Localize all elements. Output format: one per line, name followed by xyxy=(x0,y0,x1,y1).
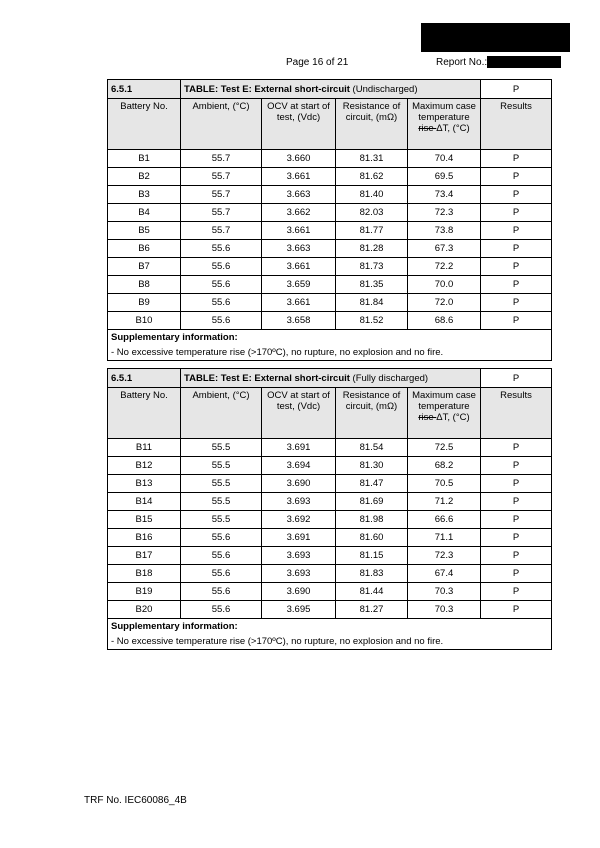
cell-max-temp: 73.4 xyxy=(408,186,481,204)
cell-ambient: 55.6 xyxy=(181,583,262,601)
cell-battery-no: B7 xyxy=(108,258,181,276)
cell-ambient: 55.5 xyxy=(181,475,262,493)
cell-ocv: 3.690 xyxy=(262,475,336,493)
col-max-temp xyxy=(408,388,481,439)
cell-resistance: 81.40 xyxy=(336,186,408,204)
cell-battery-no: B13 xyxy=(108,475,181,493)
cell-battery-no: B18 xyxy=(108,565,181,583)
col-ambient-label: Ambient, (°C) xyxy=(192,390,250,401)
delta-t-label: ΔT, (°C) xyxy=(436,123,470,134)
section-number: 6.5.1 xyxy=(108,80,181,99)
column-header-row xyxy=(108,388,552,439)
table-row xyxy=(108,457,552,475)
table-row xyxy=(108,276,552,294)
cell-resistance: 81.31 xyxy=(336,150,408,168)
col-max-temp xyxy=(408,99,481,150)
cell-max-temp: 72.3 xyxy=(408,204,481,222)
cell-results: P xyxy=(481,565,552,583)
cell-max-temp: 70.3 xyxy=(408,601,481,619)
col-battery-no xyxy=(108,388,181,439)
section-number: 6.5.1 xyxy=(108,369,181,388)
cell-results: P xyxy=(481,204,552,222)
cell-ocv: 3.691 xyxy=(262,529,336,547)
supplementary-text: - No excessive temperature rise (>170ºC), no rupture, no explosion and no fire. xyxy=(108,345,552,361)
cell-ocv: 3.662 xyxy=(262,204,336,222)
cell-ocv: 3.693 xyxy=(262,547,336,565)
cell-ocv: 3.692 xyxy=(262,511,336,529)
col-resistance xyxy=(336,99,408,150)
cell-resistance: 81.77 xyxy=(336,222,408,240)
col-ambient xyxy=(181,99,262,150)
cell-resistance: 81.30 xyxy=(336,457,408,475)
cell-results: P xyxy=(481,150,552,168)
cell-ocv: 3.691 xyxy=(262,439,336,457)
col-resistance xyxy=(336,388,408,439)
test-table-fully-discharged xyxy=(107,368,552,650)
cell-battery-no: B12 xyxy=(108,457,181,475)
cell-max-temp: 68.6 xyxy=(408,312,481,330)
cell-max-temp: 72.0 xyxy=(408,294,481,312)
cell-ambient: 55.6 xyxy=(181,565,262,583)
supplementary-text: - No excessive temperature rise (>170ºC), no rupture, no explosion and no fire. xyxy=(108,634,552,650)
cell-ambient: 55.6 xyxy=(181,294,262,312)
table-row xyxy=(108,439,552,457)
cell-max-temp: 67.4 xyxy=(408,565,481,583)
cell-resistance: 81.60 xyxy=(336,529,408,547)
cell-results: P xyxy=(481,240,552,258)
table-row xyxy=(108,240,552,258)
cell-results: P xyxy=(481,529,552,547)
col-battery-no-label: Battery No. xyxy=(120,390,168,401)
struck-word: rise xyxy=(418,123,437,134)
cell-ambient: 55.6 xyxy=(181,547,262,565)
cell-max-temp: 70.0 xyxy=(408,276,481,294)
cell-battery-no: B16 xyxy=(108,529,181,547)
cell-results: P xyxy=(481,186,552,204)
cell-ocv: 3.659 xyxy=(262,276,336,294)
supplementary-label: Supplementary information: xyxy=(108,619,552,635)
col-resistance-label: Resistance of circuit, (mΩ) xyxy=(342,390,401,412)
cell-results: P xyxy=(481,475,552,493)
cell-resistance: 81.52 xyxy=(336,312,408,330)
table-row xyxy=(108,222,552,240)
cell-ocv: 3.694 xyxy=(262,457,336,475)
table-header-row xyxy=(108,369,552,388)
cell-resistance: 81.73 xyxy=(336,258,408,276)
table-title-bold: TABLE: Test E: External short-circuit xyxy=(184,83,350,95)
cell-resistance: 81.35 xyxy=(336,276,408,294)
table-header-row xyxy=(108,80,552,99)
column-header-row xyxy=(108,99,552,150)
table-title-condition: (Undischarged) xyxy=(349,83,418,95)
cell-ambient: 55.7 xyxy=(181,204,262,222)
table-row xyxy=(108,583,552,601)
cell-results: P xyxy=(481,601,552,619)
cell-results: P xyxy=(481,457,552,475)
table-title-condition: (Fully discharged) xyxy=(349,372,429,384)
cell-resistance: 81.28 xyxy=(336,240,408,258)
cell-resistance: 81.15 xyxy=(336,547,408,565)
cell-ocv: 3.661 xyxy=(262,168,336,186)
cell-battery-no: B2 xyxy=(108,168,181,186)
cell-resistance: 81.44 xyxy=(336,583,408,601)
col-ocv-label: OCV at start of test, (Vdc) xyxy=(267,101,330,123)
cell-max-temp: 71.2 xyxy=(408,493,481,511)
cell-battery-no: B19 xyxy=(108,583,181,601)
cell-battery-no: B11 xyxy=(108,439,181,457)
cell-battery-no: B8 xyxy=(108,276,181,294)
cell-ocv: 3.661 xyxy=(262,258,336,276)
supplementary-text-row xyxy=(108,634,552,650)
col-ocv-label: OCV at start of test, (Vdc) xyxy=(267,390,330,412)
trf-footer: TRF No. IEC60086_4B xyxy=(84,795,187,806)
supplementary-label-row xyxy=(108,330,552,346)
table-row xyxy=(108,529,552,547)
cell-ambient: 55.5 xyxy=(181,439,262,457)
cell-results: P xyxy=(481,258,552,276)
cell-max-temp: 73.8 xyxy=(408,222,481,240)
table-title xyxy=(181,369,481,388)
cell-battery-no: B10 xyxy=(108,312,181,330)
cell-ocv: 3.663 xyxy=(262,240,336,258)
table-row xyxy=(108,258,552,276)
report-number-redaction xyxy=(487,56,561,68)
cell-resistance: 81.98 xyxy=(336,511,408,529)
table-row xyxy=(108,601,552,619)
cell-results: P xyxy=(481,168,552,186)
cell-ambient: 55.7 xyxy=(181,150,262,168)
cell-ocv: 3.661 xyxy=(262,222,336,240)
cell-max-temp: 72.2 xyxy=(408,258,481,276)
table-title xyxy=(181,80,481,99)
cell-ocv: 3.693 xyxy=(262,493,336,511)
table-row xyxy=(108,547,552,565)
cell-ambient: 55.7 xyxy=(181,168,262,186)
cell-results: P xyxy=(481,511,552,529)
cell-ocv: 3.693 xyxy=(262,565,336,583)
cell-results: P xyxy=(481,439,552,457)
cell-battery-no: B1 xyxy=(108,150,181,168)
cell-battery-no: B4 xyxy=(108,204,181,222)
cell-ambient: 55.6 xyxy=(181,240,262,258)
cell-resistance: 81.54 xyxy=(336,439,408,457)
cell-results: P xyxy=(481,294,552,312)
cell-battery-no: B20 xyxy=(108,601,181,619)
cell-ocv: 3.658 xyxy=(262,312,336,330)
cell-resistance: 81.62 xyxy=(336,168,408,186)
col-results-label: Results xyxy=(500,101,532,112)
col-battery-no-label: Battery No. xyxy=(120,101,168,112)
cell-ambient: 55.5 xyxy=(181,457,262,475)
col-results xyxy=(481,388,552,439)
cell-ocv: 3.661 xyxy=(262,294,336,312)
cell-ambient: 55.6 xyxy=(181,601,262,619)
cell-results: P xyxy=(481,493,552,511)
test-table-undischarged xyxy=(107,79,552,361)
cell-ambient: 55.6 xyxy=(181,276,262,294)
col-ambient-label: Ambient, (°C) xyxy=(192,101,250,112)
col-battery-no xyxy=(108,99,181,150)
cell-resistance: 81.27 xyxy=(336,601,408,619)
cell-max-temp: 69.5 xyxy=(408,168,481,186)
cell-ambient: 55.6 xyxy=(181,529,262,547)
col-ocv xyxy=(262,388,336,439)
col-ocv xyxy=(262,99,336,150)
cell-resistance: 81.69 xyxy=(336,493,408,511)
struck-word: rise xyxy=(418,412,437,423)
table-row xyxy=(108,493,552,511)
cell-ambient: 55.6 xyxy=(181,258,262,276)
col-results xyxy=(481,99,552,150)
cell-ocv: 3.690 xyxy=(262,583,336,601)
cell-results: P xyxy=(481,312,552,330)
table-row xyxy=(108,294,552,312)
table-row xyxy=(108,511,552,529)
col-results-label: Results xyxy=(500,390,532,401)
delta-t-label: ΔT, (°C) xyxy=(436,412,470,423)
table-row xyxy=(108,186,552,204)
page-number: Page 16 of 21 xyxy=(286,57,349,68)
table-row xyxy=(108,168,552,186)
cell-battery-no: B6 xyxy=(108,240,181,258)
col-resistance-label: Resistance of circuit, (mΩ) xyxy=(342,101,401,123)
table-row xyxy=(108,150,552,168)
redaction-block xyxy=(421,23,570,52)
cell-results: P xyxy=(481,583,552,601)
cell-results: P xyxy=(481,276,552,294)
cell-resistance: 81.83 xyxy=(336,565,408,583)
col-ambient xyxy=(181,388,262,439)
cell-ambient: 55.7 xyxy=(181,222,262,240)
cell-max-temp: 70.5 xyxy=(408,475,481,493)
col-max-temp-label: Maximum case temperature xyxy=(412,390,476,412)
cell-max-temp: 67.3 xyxy=(408,240,481,258)
cell-max-temp: 72.3 xyxy=(408,547,481,565)
cell-max-temp: 71.1 xyxy=(408,529,481,547)
cell-ocv: 3.663 xyxy=(262,186,336,204)
table-row xyxy=(108,204,552,222)
cell-battery-no: B15 xyxy=(108,511,181,529)
cell-ocv: 3.660 xyxy=(262,150,336,168)
col-max-temp-label: Maximum case temperature xyxy=(412,101,476,123)
cell-resistance: 81.47 xyxy=(336,475,408,493)
cell-max-temp: 68.2 xyxy=(408,457,481,475)
table-row xyxy=(108,312,552,330)
cell-battery-no: B17 xyxy=(108,547,181,565)
cell-max-temp: 72.5 xyxy=(408,439,481,457)
cell-ambient: 55.5 xyxy=(181,511,262,529)
cell-max-temp: 70.3 xyxy=(408,583,481,601)
cell-resistance: 81.84 xyxy=(336,294,408,312)
supplementary-label-row xyxy=(108,619,552,635)
table-verdict: P xyxy=(481,369,552,388)
report-number-label: Report No.: xyxy=(436,57,488,68)
cell-battery-no: B9 xyxy=(108,294,181,312)
cell-battery-no: B5 xyxy=(108,222,181,240)
cell-ambient: 55.7 xyxy=(181,186,262,204)
cell-max-temp: 70.4 xyxy=(408,150,481,168)
table-row xyxy=(108,565,552,583)
cell-battery-no: B14 xyxy=(108,493,181,511)
cell-results: P xyxy=(481,222,552,240)
supplementary-text-row xyxy=(108,345,552,361)
cell-ocv: 3.695 xyxy=(262,601,336,619)
cell-ambient: 55.6 xyxy=(181,312,262,330)
cell-max-temp: 66.6 xyxy=(408,511,481,529)
cell-ambient: 55.5 xyxy=(181,493,262,511)
cell-resistance: 82.03 xyxy=(336,204,408,222)
supplementary-label: Supplementary information: xyxy=(108,330,552,346)
table-row xyxy=(108,475,552,493)
cell-battery-no: B3 xyxy=(108,186,181,204)
table-verdict: P xyxy=(481,80,552,99)
table-title-bold: TABLE: Test E: External short-circuit xyxy=(184,372,350,384)
cell-results: P xyxy=(481,547,552,565)
